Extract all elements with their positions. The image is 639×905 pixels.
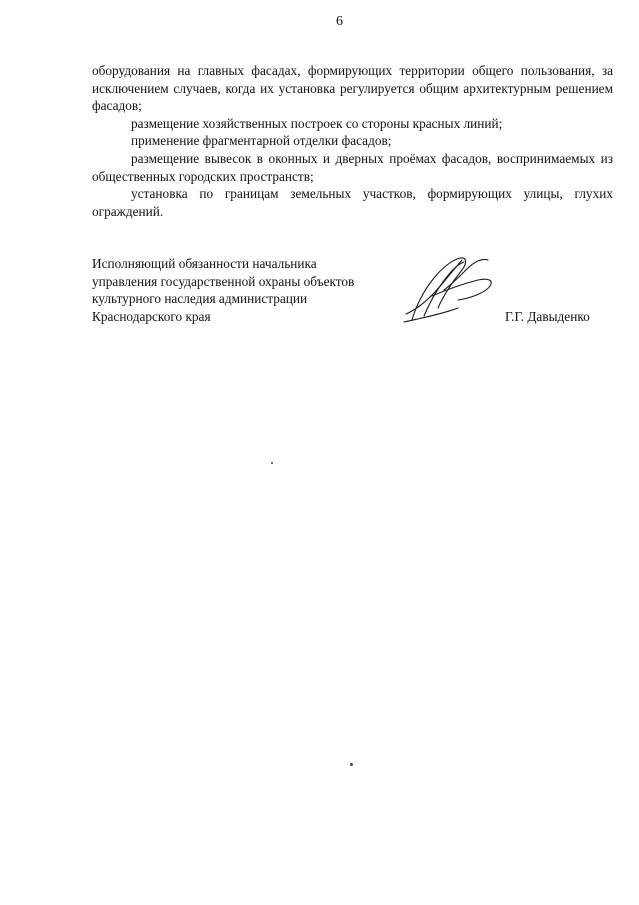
paragraph-signboards: размещение вывесок в оконных и дверных проёмах фасадов, воспринимаемых из общественных городских пространств;: [92, 150, 613, 184]
scan-speck: [271, 462, 273, 464]
page-number: 6: [336, 14, 343, 29]
handwritten-signature: [402, 250, 498, 324]
paragraph-fragment-finish: применение фрагментарной отделки фасадов;: [131, 133, 392, 149]
signatory-name: Г.Г. Давыденко: [505, 309, 590, 324]
paragraph-continuation: оборудования на главных фасадах, формирующих территории общего пользования, за исключением случаев, когда их установка регулируется общим архитектурным решением фасадов;: [92, 63, 613, 114]
signatory-title-line: Исполняющий обязанности начальника: [92, 256, 317, 271]
signatory-title: [92, 255, 412, 325]
signatory-title-line: культурного наследия администрации: [92, 291, 308, 307]
paragraph-fences: установка по границам земельных участков, формирующих улицы, глухих ограждений.: [92, 186, 613, 219]
signatory-title-line: Краснодарского края: [92, 308, 211, 324]
scan-speck: [350, 763, 353, 766]
body-text: [92, 62, 613, 220]
signatory-title-line: управления государственной охраны объектов: [92, 273, 355, 289]
paragraph-outbuildings: размещение хозяйственных построек со стороны красных линий;: [131, 115, 503, 131]
